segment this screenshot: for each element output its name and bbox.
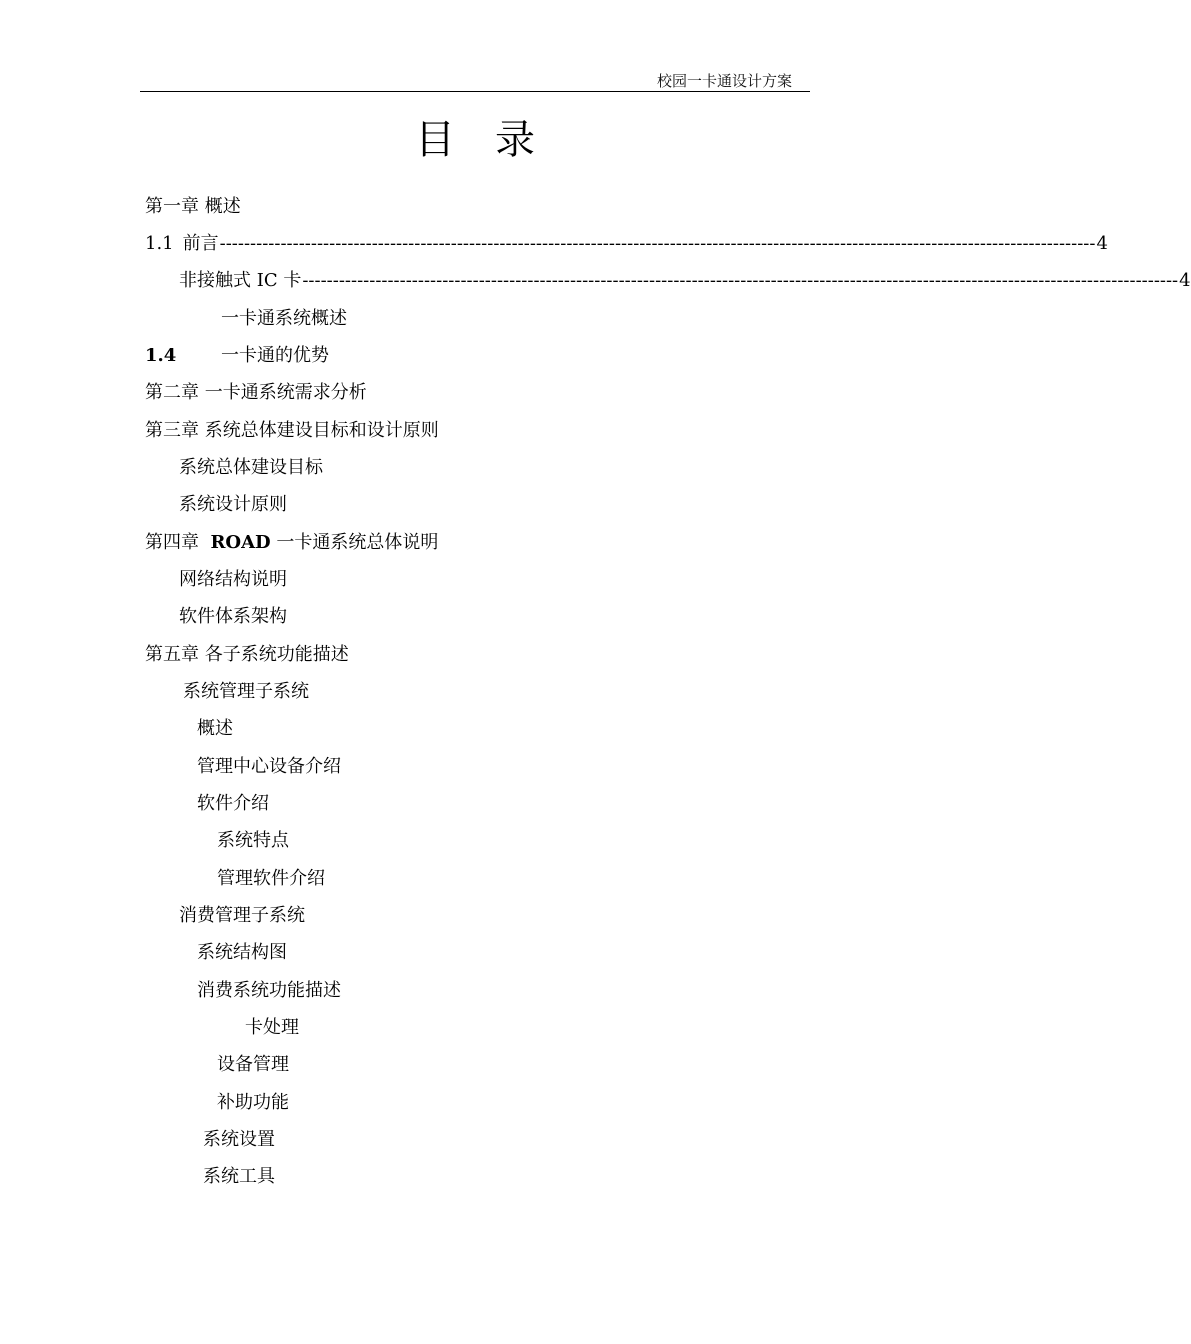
toc-label: 软件体系架构 xyxy=(179,606,287,627)
toc-entry[interactable] xyxy=(179,905,305,927)
toc-label: 系统设计原则 xyxy=(179,494,287,515)
toc-label: 管理软件介绍 xyxy=(217,868,325,889)
toc-label-prefix: 第四章 xyxy=(145,532,211,553)
toc-label: 前言 xyxy=(182,233,219,254)
toc-label: 消费系统功能描述 xyxy=(197,980,341,1001)
toc-entry[interactable] xyxy=(197,980,341,1002)
page-title: 目录 xyxy=(415,117,575,163)
toc-number: 1.1 xyxy=(145,233,174,254)
toc-entry[interactable] xyxy=(179,606,287,628)
toc-entry[interactable] xyxy=(197,756,341,778)
toc-entry[interactable] xyxy=(197,942,287,964)
toc-entry[interactable] xyxy=(197,718,233,740)
toc-entry[interactable] xyxy=(145,345,329,367)
toc-entry[interactable] xyxy=(217,868,325,890)
toc-label: 系统设置 xyxy=(203,1129,275,1150)
toc-entry[interactable] xyxy=(203,1129,275,1151)
toc-entry[interactable] xyxy=(145,382,367,404)
toc-label: 补助功能 xyxy=(217,1092,289,1113)
toc-entry[interactable] xyxy=(179,457,323,479)
toc-label: 卡处理 xyxy=(245,1017,299,1038)
toc-entry[interactable] xyxy=(183,681,309,703)
toc-label: 系统结构图 xyxy=(197,942,287,963)
toc-label: 一卡通的优势 xyxy=(221,345,329,366)
toc-dot-leader: ------------------------------------------------------------------------------------------------------------------------------------------------ xyxy=(219,233,1096,254)
toc-label-bold: ROAD xyxy=(210,532,271,553)
toc-entry[interactable] xyxy=(179,494,287,516)
toc-entry[interactable] xyxy=(217,830,289,852)
toc-entry[interactable] xyxy=(221,308,347,330)
toc-page-number: 4 xyxy=(1096,233,1108,254)
toc-page-number: 4 xyxy=(1179,270,1191,291)
toc-entry[interactable] xyxy=(179,270,1191,292)
toc-label: 系统特点 xyxy=(217,830,289,851)
toc-entry[interactable] xyxy=(179,569,287,591)
toc-label: 第三章 系统总体建设目标和设计原则 xyxy=(145,420,439,441)
toc-label: 系统管理子系统 xyxy=(183,681,309,702)
toc-label: 消费管理子系统 xyxy=(179,905,305,926)
toc-entry[interactable] xyxy=(145,420,439,442)
toc-entry[interactable] xyxy=(145,644,349,666)
toc-label: 非接触式 IC 卡 xyxy=(179,270,302,291)
toc-entry[interactable] xyxy=(203,1166,275,1188)
toc-label-suffix: 一卡通系统总体说明 xyxy=(270,532,439,553)
toc-label: 第五章 各子系统功能描述 xyxy=(145,644,349,665)
toc-label: 网络结构说明 xyxy=(179,569,287,590)
toc-dot-leader: ------------------------------------------------------------------------------------------------------------------------------------------------ xyxy=(302,270,1179,291)
toc-label: 第一章 概述 xyxy=(145,196,241,217)
toc-label: 一卡通系统概述 xyxy=(221,308,347,329)
toc-label: 系统工具 xyxy=(203,1166,275,1187)
toc-label: 概述 xyxy=(197,718,233,739)
toc-label: 管理中心设备介绍 xyxy=(197,756,341,777)
toc-label: 设备管理 xyxy=(217,1054,289,1075)
toc-entry[interactable] xyxy=(245,1017,299,1039)
toc-entry[interactable] xyxy=(145,532,438,554)
toc-label: 软件介绍 xyxy=(197,793,269,814)
toc-label: 第二章 一卡通系统需求分析 xyxy=(145,382,367,403)
toc-label: 系统总体建设目标 xyxy=(179,457,323,478)
toc-entry[interactable] xyxy=(197,793,269,815)
toc-entry[interactable] xyxy=(145,196,241,218)
toc-entry[interactable] xyxy=(145,233,1108,255)
toc-entry[interactable] xyxy=(217,1054,289,1076)
toc-entry[interactable] xyxy=(217,1092,289,1114)
toc-number: 1.4 xyxy=(145,345,177,366)
header-title: 校园一卡通设计方案 xyxy=(656,72,792,90)
